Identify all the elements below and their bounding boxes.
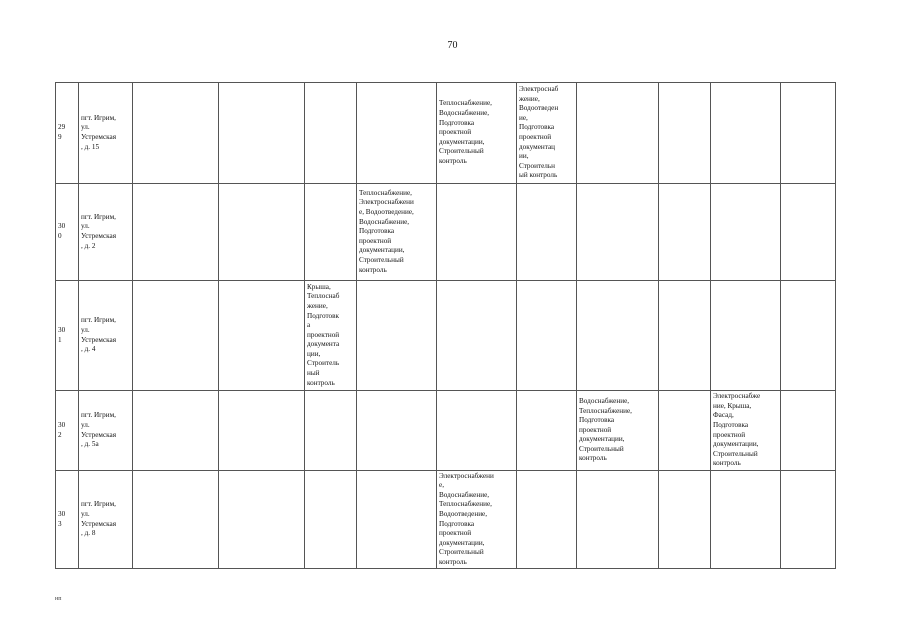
work-cell-c6 [357,281,437,391]
empty-cell [781,184,836,281]
work-cell-c7 [437,391,517,471]
work-cell-c7: Теплоснабжение, Водоснабжение, Подготовка проектной документации, Строительный контроль [437,83,517,184]
empty-cell [659,391,711,471]
address-cell: пгт. Игрим, ул. Устремская , д. 15 [79,83,133,184]
empty-cell [133,83,219,184]
row-number: 30 0 [56,184,79,281]
empty-cell [659,471,711,569]
empty-cell [659,83,711,184]
empty-cell [133,281,219,391]
work-cell-c5 [305,471,357,569]
table-row [56,391,836,471]
empty-cell [219,184,305,281]
empty-cell [133,391,219,471]
table-row [56,83,836,184]
work-cell-c11 [711,471,781,569]
work-cell-c7 [437,281,517,391]
work-cell-c6 [357,471,437,569]
empty-cell [659,281,711,391]
empty-cell [133,471,219,569]
row-number: 29 9 [56,83,79,184]
address-cell: пгт. Игрим, ул. Устремская , д. 5а [79,391,133,471]
repair-schedule-table [55,82,836,569]
work-cell-c5 [305,184,357,281]
empty-cell [219,83,305,184]
address-cell: пгт. Игрим, ул. Устремская , д. 8 [79,471,133,569]
work-cell-c9: Водоснабжение, Теплоснабжение, Подготовка проектной документации, Строительный контроль [577,391,659,471]
empty-cell [781,83,836,184]
work-cell-c5 [305,391,357,471]
work-cell-c9 [577,281,659,391]
work-cell-c7 [437,184,517,281]
address-cell: пгт. Игрим, ул. Устремская , д. 2 [79,184,133,281]
empty-cell [219,281,305,391]
work-cell-c8 [517,471,577,569]
empty-cell [659,184,711,281]
work-cell-c9 [577,83,659,184]
page-number: 70 [447,40,458,51]
work-cell-c9 [577,471,659,569]
work-cell-c11 [711,184,781,281]
empty-cell [219,471,305,569]
table-row [56,184,836,281]
empty-cell [781,391,836,471]
work-cell-c11 [711,281,781,391]
address-cell: пгт. Игрим, ул. Устремская , д. 4 [79,281,133,391]
work-cell-c5 [305,83,357,184]
work-cell-c7: Электроснабжени е, Водоснабжение, Теплоснабжение, Водоотведение, Подготовка проектной документации, Строительный контроль [437,471,517,569]
work-cell-c5: Крыша, Теплоснаб жение, Подготовк а проектной документа ции, Строитель ный контроль [305,281,357,391]
work-cell-c6 [357,83,437,184]
work-cell-c9 [577,184,659,281]
work-cell-c11: Электроснабже ние, Крыша, Фасад, Подготовка проектной документации, Строительный контроль [711,391,781,471]
empty-cell [781,471,836,569]
empty-cell [781,281,836,391]
work-cell-c8 [517,391,577,471]
work-cell-c8 [517,281,577,391]
work-cell-c6 [357,391,437,471]
table-row [56,281,836,391]
empty-cell [133,184,219,281]
work-cell-c11 [711,83,781,184]
work-cell-c8 [517,184,577,281]
row-number: 30 1 [56,281,79,391]
work-cell-c6: Теплоснабжение, Электроснабжени e, Водоотведение, Водоснабжение, Подготовка проектной документации, Строительный контроль [357,184,437,281]
empty-cell [219,391,305,471]
work-cell-c8: Электроснаб жение, Водоотведен ие, Подготовка проектной документац ии, Строительн ый контроль [517,83,577,184]
table-row [56,471,836,569]
row-number: 30 2 [56,391,79,471]
footer-mark: нп [55,596,62,602]
row-number: 30 3 [56,471,79,569]
